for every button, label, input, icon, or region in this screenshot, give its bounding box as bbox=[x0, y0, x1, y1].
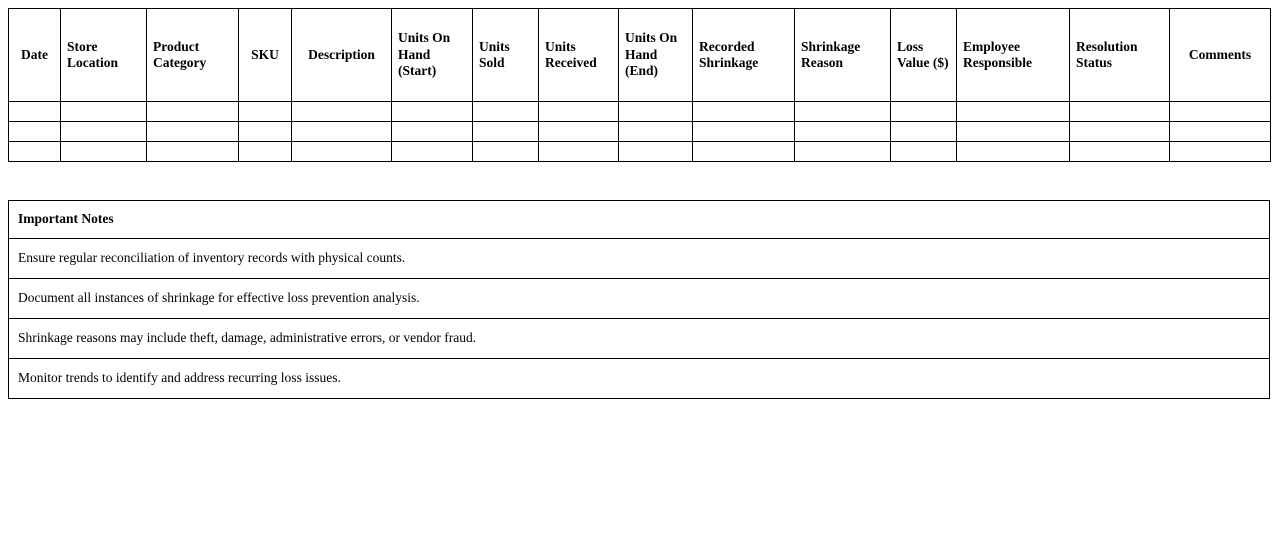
table-cell[interactable] bbox=[891, 142, 957, 162]
table-row bbox=[9, 122, 1271, 142]
column-header: SKU bbox=[239, 9, 292, 102]
table-cell[interactable] bbox=[619, 142, 693, 162]
table-cell[interactable] bbox=[9, 142, 61, 162]
note-row bbox=[9, 319, 1270, 359]
table-header-row bbox=[9, 9, 1271, 102]
table-cell[interactable] bbox=[473, 142, 539, 162]
column-header: Units Received bbox=[539, 9, 619, 102]
column-header: Units Sold bbox=[473, 9, 539, 102]
table-cell[interactable] bbox=[239, 102, 292, 122]
column-header: Recorded Shrinkage bbox=[693, 9, 795, 102]
table-cell[interactable] bbox=[147, 122, 239, 142]
table-cell[interactable] bbox=[795, 142, 891, 162]
table-cell[interactable] bbox=[957, 102, 1070, 122]
table-cell[interactable] bbox=[292, 122, 392, 142]
table-cell[interactable] bbox=[1170, 122, 1271, 142]
note-row bbox=[9, 279, 1270, 319]
table-cell[interactable] bbox=[473, 122, 539, 142]
column-header: Resolution Status bbox=[1070, 9, 1170, 102]
table-cell[interactable] bbox=[795, 102, 891, 122]
inventory-shrinkage-table bbox=[8, 8, 1271, 162]
section-spacer bbox=[8, 162, 1270, 200]
table-cell[interactable] bbox=[1170, 142, 1271, 162]
column-header: Comments bbox=[1170, 9, 1271, 102]
column-header: Date bbox=[9, 9, 61, 102]
column-header: Units On Hand (Start) bbox=[392, 9, 473, 102]
table-cell[interactable] bbox=[239, 142, 292, 162]
note-row bbox=[9, 359, 1270, 399]
column-header: Description bbox=[292, 9, 392, 102]
table-cell[interactable] bbox=[392, 122, 473, 142]
notes-heading: Important Notes bbox=[9, 201, 1270, 239]
table-cell[interactable] bbox=[539, 122, 619, 142]
table-cell[interactable] bbox=[891, 122, 957, 142]
table-cell[interactable] bbox=[9, 102, 61, 122]
note-text: Monitor trends to identify and address recurring loss issues. bbox=[9, 359, 1270, 399]
table-cell[interactable] bbox=[619, 122, 693, 142]
table-cell[interactable] bbox=[957, 122, 1070, 142]
table-cell[interactable] bbox=[891, 102, 957, 122]
table-cell[interactable] bbox=[392, 102, 473, 122]
table-cell[interactable] bbox=[292, 142, 392, 162]
note-text: Ensure regular reconciliation of inventory records with physical counts. bbox=[9, 239, 1270, 279]
note-text: Shrinkage reasons may include theft, damage, administrative errors, or vendor fraud. bbox=[9, 319, 1270, 359]
table-cell[interactable] bbox=[147, 102, 239, 122]
column-header: Units On Hand (End) bbox=[619, 9, 693, 102]
notes-header-row bbox=[9, 201, 1270, 239]
table-cell[interactable] bbox=[292, 102, 392, 122]
table-cell[interactable] bbox=[61, 122, 147, 142]
table-row bbox=[9, 102, 1271, 122]
table-cell[interactable] bbox=[1070, 102, 1170, 122]
table-cell[interactable] bbox=[9, 122, 61, 142]
column-header: Store Location bbox=[61, 9, 147, 102]
table-cell[interactable] bbox=[392, 142, 473, 162]
note-text: Document all instances of shrinkage for effective loss prevention analysis. bbox=[9, 279, 1270, 319]
table-cell[interactable] bbox=[61, 102, 147, 122]
note-row bbox=[9, 239, 1270, 279]
column-header: Shrinkage Reason bbox=[795, 9, 891, 102]
table-cell[interactable] bbox=[539, 102, 619, 122]
table-cell[interactable] bbox=[147, 142, 239, 162]
table-cell[interactable] bbox=[1070, 142, 1170, 162]
column-header: Loss Value ($) bbox=[891, 9, 957, 102]
table-cell[interactable] bbox=[1070, 122, 1170, 142]
important-notes-table bbox=[8, 200, 1270, 399]
table-cell[interactable] bbox=[539, 142, 619, 162]
table-cell[interactable] bbox=[693, 122, 795, 142]
table-cell[interactable] bbox=[795, 122, 891, 142]
table-cell[interactable] bbox=[61, 142, 147, 162]
column-header: Employee Responsible bbox=[957, 9, 1070, 102]
table-cell[interactable] bbox=[239, 122, 292, 142]
column-header: Product Category bbox=[147, 9, 239, 102]
table-cell[interactable] bbox=[693, 142, 795, 162]
table-row bbox=[9, 142, 1271, 162]
table-cell[interactable] bbox=[473, 102, 539, 122]
table-cell[interactable] bbox=[1170, 102, 1271, 122]
table-cell[interactable] bbox=[957, 142, 1070, 162]
table-cell[interactable] bbox=[619, 102, 693, 122]
table-cell[interactable] bbox=[693, 102, 795, 122]
